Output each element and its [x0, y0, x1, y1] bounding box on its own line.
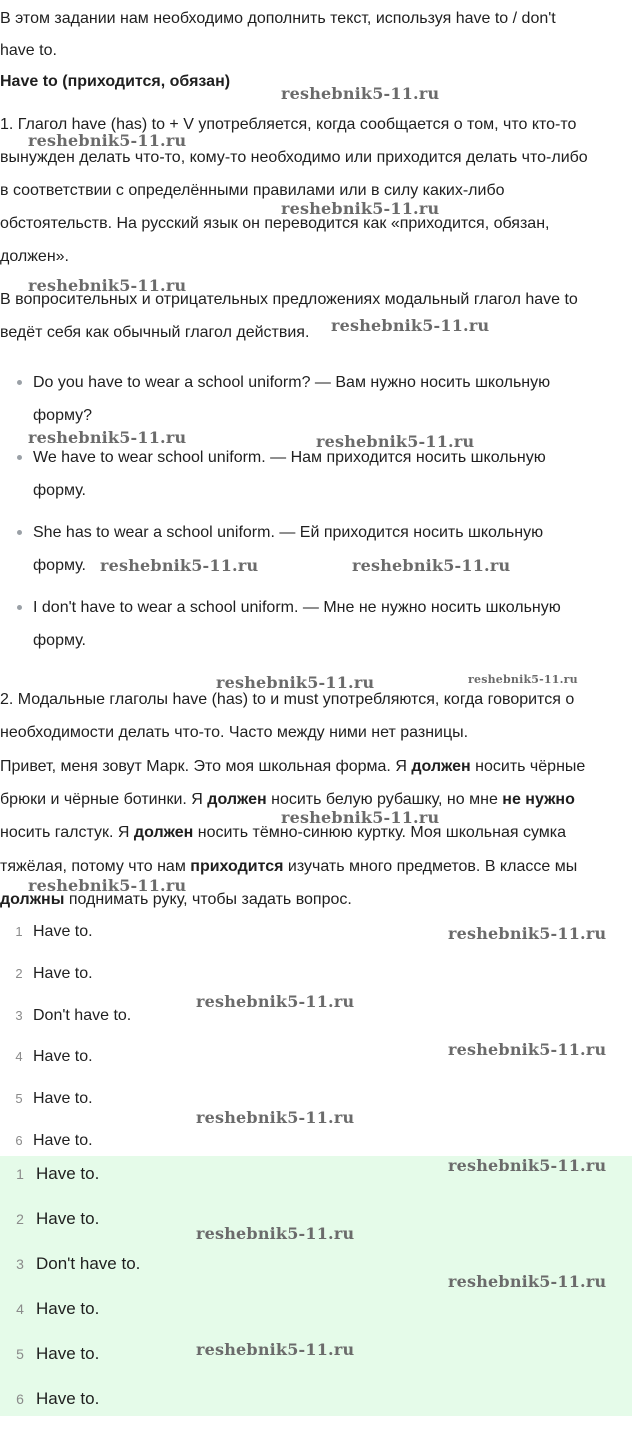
- item-number: 1: [16, 1166, 24, 1182]
- answer-item: Have to.: [33, 1048, 93, 1065]
- answer-item: Don't have to.: [33, 1007, 132, 1024]
- item-number: 3: [15, 1008, 23, 1023]
- watermark: reshebnik5-11.ru: [448, 1040, 607, 1059]
- keyword: должны: [0, 891, 65, 908]
- section-heading: Have to (приходится, обязан): [0, 73, 231, 90]
- item-number: 4: [15, 1049, 23, 1064]
- list-item: форму.: [33, 482, 86, 499]
- bullet-icon: [17, 380, 22, 385]
- rule-text: обстоятельств. На русский язык он переводится как «приходится, обязан,: [0, 215, 550, 232]
- watermark: reshebnik5-11.ru: [448, 1156, 607, 1175]
- rule-text: должен».: [0, 248, 69, 265]
- item-number: 1: [15, 924, 23, 939]
- list-item: We have to wear school uniform. — Нам приходится носить школьную: [33, 449, 546, 466]
- item-number: 6: [15, 1133, 23, 1148]
- item-number: 4: [16, 1301, 24, 1317]
- watermark: reshebnik5-11.ru: [196, 992, 355, 1011]
- answer-item: Have to.: [33, 1132, 93, 1149]
- intro-line: В этом задании нам необходимо дополнить текст, используя have to / don't: [0, 10, 556, 27]
- answer-item: Have to.: [36, 1389, 100, 1408]
- watermark: reshebnik5-11.ru: [316, 432, 475, 451]
- item-number: 5: [15, 1091, 23, 1106]
- rule-text: необходимости делать что-то. Часто между ними нет разницы.: [0, 724, 469, 741]
- watermark: reshebnik5-11.ru: [196, 1340, 355, 1359]
- rule-text: вынужден делать что-то, кому-то необходимо или приходится делать что-либо: [0, 149, 588, 166]
- list-item: I don't have to wear a school uniform. — Мне не нужно носить школьную: [33, 599, 561, 616]
- watermark: reshebnik5-11.ru: [352, 556, 511, 575]
- keyword: должен: [133, 824, 194, 841]
- rule-text: 1. Глагол have (has) to + V употребляется, когда сообщается о том, что кто-то: [0, 116, 577, 133]
- list-item: Do you have to wear a school uniform? — Вам нужно носить школьную: [33, 374, 551, 391]
- answer-item: Don't have to.: [36, 1254, 141, 1273]
- watermark: reshebnik5-11.ru: [28, 276, 187, 295]
- rule-text: 2. Модальные глаголы have (has) to и must употребляются, когда говорится о: [0, 691, 575, 708]
- keyword: приходится: [190, 858, 284, 875]
- watermark: reshebnik5-11.ru: [28, 876, 187, 895]
- watermark: reshebnik5-11.ru: [28, 428, 187, 447]
- rule-text: ведёт себя как обычный глагол действия.: [0, 324, 310, 341]
- keyword: должен: [207, 791, 267, 808]
- bullet-icon: [17, 605, 22, 610]
- answer-item: Have to.: [36, 1344, 100, 1363]
- answer-item: Have to.: [33, 965, 93, 982]
- rule-text: в соответствии с определёнными правилами или в силу каких-либо: [0, 182, 505, 199]
- watermark: reshebnik5-11.ru: [448, 1272, 607, 1291]
- watermark: reshebnik5-11.ru: [196, 1108, 355, 1127]
- item-number: 2: [15, 966, 23, 981]
- rule-text: В вопросительных и отрицательных предложениях модальный глагол have to: [0, 291, 578, 308]
- watermark: reshebnik5-11.ru: [281, 199, 440, 218]
- item-number: 5: [16, 1346, 24, 1362]
- watermark: reshebnik5-11.ru: [216, 673, 375, 692]
- answer-item: Have to.: [33, 1090, 93, 1107]
- answer-item: Have to.: [36, 1299, 100, 1318]
- watermark: reshebnik5-11.ru: [468, 673, 578, 686]
- watermark: reshebnik5-11.ru: [196, 1224, 355, 1243]
- watermark: reshebnik5-11.ru: [331, 316, 490, 335]
- answer-item: Have to.: [36, 1164, 100, 1183]
- list-item: She has to wear a school uniform. — Ей приходится носить школьную: [33, 524, 544, 541]
- watermark: reshebnik5-11.ru: [100, 556, 259, 575]
- list-item: форму?: [33, 407, 93, 424]
- item-number: 6: [16, 1391, 24, 1407]
- answer-item: Have to.: [36, 1209, 100, 1228]
- item-number: 3: [16, 1256, 24, 1272]
- bullet-icon: [17, 530, 22, 535]
- item-number: 2: [16, 1211, 24, 1227]
- keyword: должен: [411, 758, 471, 775]
- list-item: форму.: [33, 557, 86, 574]
- answer-item: Have to.: [33, 923, 93, 940]
- watermark: reshebnik5-11.ru: [281, 84, 440, 103]
- watermark: reshebnik5-11.ru: [28, 131, 187, 150]
- intro-line: have to.: [0, 42, 57, 59]
- keyword: не нужно: [502, 791, 575, 808]
- bullet-icon: [17, 455, 22, 460]
- watermark: reshebnik5-11.ru: [281, 808, 440, 827]
- watermark: reshebnik5-11.ru: [448, 924, 607, 943]
- list-item: форму.: [33, 632, 86, 649]
